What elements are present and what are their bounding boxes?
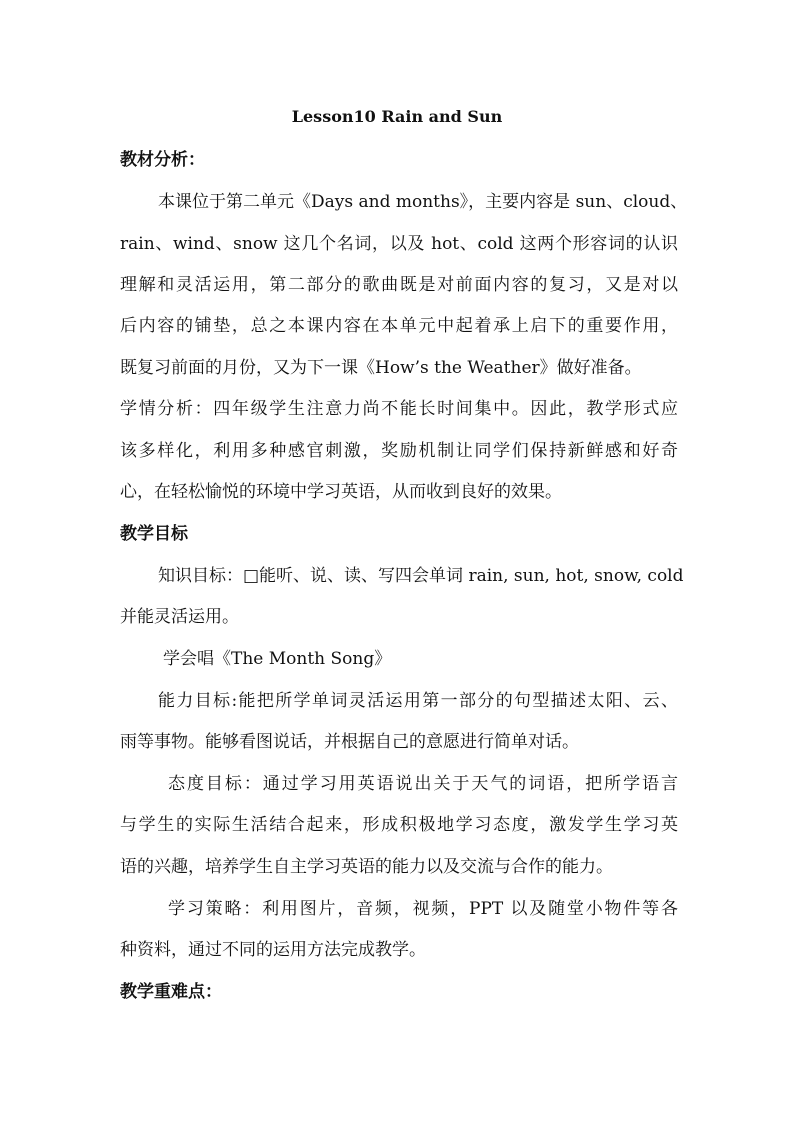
paragraph-line: 该多样化，利用多种感官刺激，奖励机制让同学们保持新鲜感和好奇 bbox=[120, 441, 678, 461]
textbook-analysis-heading: 教材分析： bbox=[120, 150, 205, 170]
paragraph-line: 雨等事物。能够看图说话，并根据自己的意愿进行简单对话。 bbox=[120, 732, 579, 752]
paragraph-line: 能力目标:能把所学单词灵活运用第一部分的句型描述太阳、云、 bbox=[158, 691, 678, 711]
paragraph-line: 与学生的实际生活结合起来，形成积极地学习态度，激发学生学习英 bbox=[120, 815, 678, 835]
paragraph-line: 语的兴趣，培养学生自主学习英语的能力以及交流与合作的能力。 bbox=[120, 857, 613, 877]
paragraph-line: 后内容的铺垫，总之本课内容在本单元中起着承上启下的重要作用， bbox=[120, 316, 678, 336]
paragraph-line: 学情分析：四年级学生注意力尚不能长时间集中。因此，教学形式应 bbox=[120, 399, 678, 419]
paragraph-line: 学会唱《The Month Song》 bbox=[163, 649, 392, 669]
lesson-title: Lesson10 Rain and Sun bbox=[291, 107, 503, 126]
paragraph-line: rain、wind、snow 这几个名词，以及 hot、cold 这两个形容词的认识 bbox=[120, 234, 678, 254]
paragraph-line: 心，在轻松愉悦的环境中学习英语，从而收到良好的效果。 bbox=[120, 482, 562, 502]
paragraph-line: 本课位于第二单元《Days and months》，主要内容是 sun、cloud、 bbox=[158, 192, 688, 212]
teaching-goals-heading: 教学目标 bbox=[120, 524, 188, 544]
paragraph-line: 学习策略：利用图片，音频，视频，PPT 以及随堂小物件等各 bbox=[168, 899, 678, 919]
paragraph-line: 并能灵活运用。 bbox=[120, 607, 239, 627]
paragraph-line: 理解和灵活运用，第二部分的歌曲既是对前面内容的复习，又是对以 bbox=[120, 275, 678, 295]
paragraph-line: 种资料，通过不同的运用方法完成教学。 bbox=[120, 940, 426, 960]
key-points-heading: 教学重难点： bbox=[120, 982, 222, 1002]
paragraph-line: 态度目标：通过学习用英语说出关于天气的词语，把所学语言 bbox=[168, 774, 678, 794]
paragraph-line: 既复习前面的月份，又为下一课《How’s the Weather》做好准备。 bbox=[120, 358, 642, 378]
paragraph-line: 知识目标：□能听、说、读、写四会单词 rain, sun, hot, snow, cold bbox=[158, 566, 684, 586]
